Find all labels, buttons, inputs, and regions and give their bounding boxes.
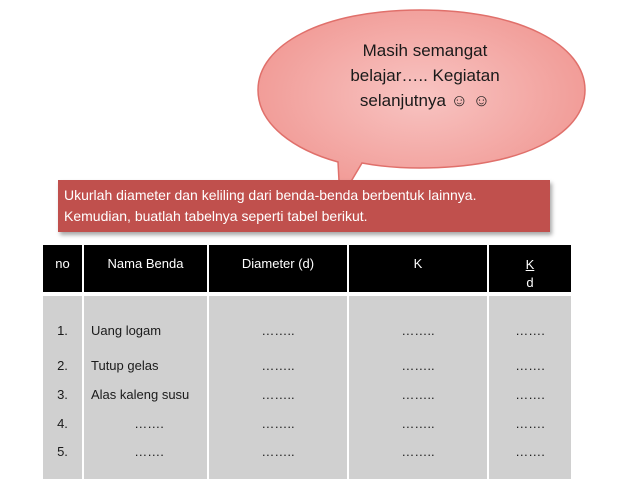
cell-no: 1. [43,296,83,351]
k-over-d-fraction [526,256,535,292]
cell-no: 5. [43,438,83,479]
cell-k-over-d: ……. [488,380,571,409]
cell-k-over-d: ……. [488,296,571,351]
cell-keliling: …….. [348,438,488,479]
cell-nama-benda: Alas kaleng susu [83,380,208,409]
cell-no: 2. [43,351,83,380]
cell-nama-benda: ……. [83,438,208,479]
speech-bubble-text [300,38,550,113]
table-row [43,438,571,479]
cell-keliling: …….. [348,296,488,351]
cell-k-over-d: ……. [488,351,571,380]
table-row [43,380,571,409]
table-row [43,409,571,438]
cell-diameter: …….. [208,438,348,479]
cell-diameter: …….. [208,409,348,438]
table-header-row [43,245,571,292]
bubble-line-1: Masih semangat [362,41,488,60]
fraction-numerator: K [525,257,535,272]
cell-no: 3. [43,380,83,409]
cell-diameter: …….. [208,380,348,409]
header-diameter: Diameter (d) [208,245,348,292]
header-k-over-d [488,245,571,292]
cell-nama-benda: Uang logam [83,296,208,351]
bubble-line-2: belajar….. Kegiatan [350,66,500,85]
measurement-table [43,245,571,479]
cell-diameter: …….. [208,296,348,351]
fraction-denominator: d [526,275,534,290]
instruction-box [58,180,550,232]
cell-nama-benda: ……. [83,409,208,438]
header-no: no [43,245,83,292]
instruction-line-1: Ukurlah diameter dan keliling dari benda-benda berbentuk lainnya. [64,187,477,203]
cell-keliling: …….. [348,409,488,438]
cell-keliling: …….. [348,380,488,409]
cell-k-over-d: ……. [488,409,571,438]
cell-no: 4. [43,409,83,438]
cell-diameter: …….. [208,351,348,380]
table-row [43,296,571,351]
cell-nama-benda: Tutup gelas [83,351,208,380]
instruction-line-2: Kemudian, buatlah tabelnya seperti tabel berikut. [64,208,368,224]
cell-keliling: …….. [348,351,488,380]
header-nama-benda: Nama Benda [83,245,208,292]
header-keliling: K [348,245,488,292]
bubble-line-3: selanjutnya ☺ ☺ [359,91,491,110]
cell-k-over-d: ……. [488,438,571,479]
table-row [43,351,571,380]
